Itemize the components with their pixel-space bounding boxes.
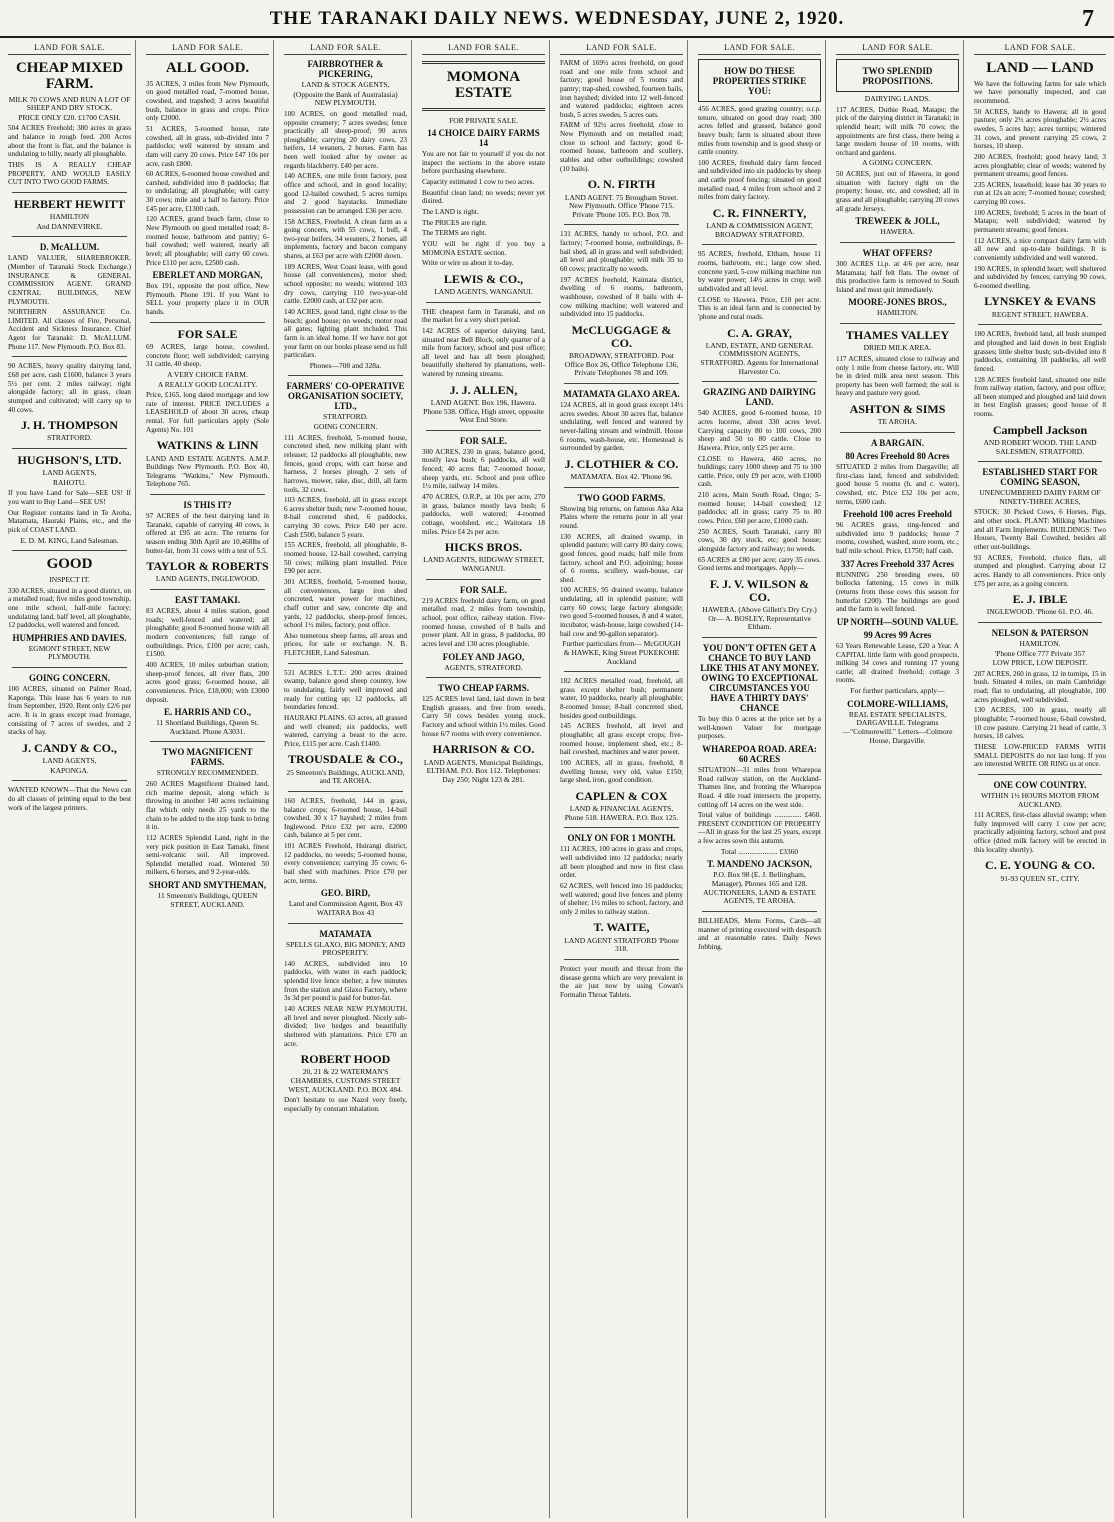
divider — [840, 242, 955, 243]
ad-subhead: SPELLS GLAXO, BIG MONEY, AND PROSPERITY. — [285, 939, 406, 958]
ad-text: 69 ACRES, large house, cowshed, concrete floor; well subdivided; carrying 31 cattle, 40 sheep. — [146, 342, 269, 369]
ad-text: 125 ACRES level land, laid down in best English grasses, and free from weeds. Carry 50 cows besides young stock. Factory and school within 1½ miles. Good house 6/7 rooms with every convenience. — [422, 695, 545, 738]
agent-location: EGMONT STREET, NEW PLYMOUTH. — [28, 643, 111, 662]
ad-text: 60 ACRES, 6-roomed house cowshed and carshed, subdivided into 8 paddocks; flat to undulating; all ploughable; will carry 30 cows; mile and a half to factory. Price £45 per acre, £1300 cash. — [146, 170, 269, 213]
ad-text: 112 ACRES Splendid Land, right in the very pick position in East Tamaki, finest semi-volcanic soil. All improved. Splendid metalled road. Wintered 50 milkers, 6 horses, and 9 2-year-olds. — [146, 833, 269, 877]
agent-name: Campbell Jackson — [992, 422, 1088, 437]
divider — [564, 487, 679, 488]
ad-headline: MATAMATA GLAXO AREA. — [563, 389, 680, 400]
agent-name: TAYLOR & ROBERTS — [146, 559, 269, 574]
ad-text: RUNNING 250 breeding ewes, 60 bullocks fattening, 15 cows in milk (returns from those cows this season for butterfat £200). The buildings are good and the farm is well fenced. — [836, 570, 959, 614]
ad-headline: A BARGAIN. — [870, 437, 924, 448]
agent-phone: 'Phone Office 777 Private 357 — [994, 648, 1086, 658]
agent-location: LAND AGENT. 75 Brougham Street. New Plymouth. Office 'Phone 715. Private 'Phone 105. P.O. Box 78. — [564, 192, 679, 219]
agent-name: HUGHSON'S, LTD. — [17, 453, 122, 467]
ad-text: 100 ACRES, situated on Palmer Road, Kaponga. This lease has 6 years to run from September, 1920. Rent only £2/6 per acre. It is in grass except road frontage, consisting of 7 acres of swedes, and 2 stacks of hay. — [8, 685, 131, 737]
ad-text: CLOSE to Hawera. Price, £10 per acre. This is an ideal farm and is connected by 'phone and rural roads. — [698, 295, 821, 321]
divider — [288, 375, 403, 376]
agent-name: E. HARRIS AND CO., — [163, 707, 251, 718]
ad-headline: ONE COW COUNTRY. — [993, 779, 1087, 790]
agent-location: LAND AGENT STRATFORD 'Phone 318. — [564, 935, 679, 954]
ad-text: 504 ACRES Freehold; 380 acres in grass and balance in rough feed. 200 Acres about the front is flat, and the balance is undulating to hilly, nearly all ploughable. — [8, 124, 131, 159]
agent-name: ROBERT HOOD — [300, 1052, 391, 1067]
ad-text: 100 ACRES, freehold; 5 acres in the heart of Matapu; well subdivided; watered by permanent streams; good fences. — [974, 208, 1106, 234]
agent-name: ASHTON & SIMS — [849, 402, 946, 417]
ad-headline: YOU DON'T OFTEN GET A CHANCE TO BUY LAND LIKE THIS AT ANY MONEY. OWING TO EXCEPTIONAL CIRCUMSTANCES YOU HAVE A THIRTY DAYS' CHANCE — [700, 643, 819, 714]
divider — [150, 322, 265, 323]
column-header: LAND FOR SALE. — [422, 40, 545, 55]
ad-text: THIS IS A REALLY CHEAP PROPERTY, AND WOULD EASILY CUT INTO TWO GOOD FARMS. — [8, 160, 131, 187]
ad-text: 140 ACRES NEAR NEW PLYMOUTH, all level and never ploughed. Nicely sub-divided; live hedges and beautifully sheltered with plantations. Price £70 an acre. — [284, 1005, 407, 1048]
ad-text: To buy this 0 acres at the price set by a well-known Valuer for mortgage purposes. — [698, 715, 821, 741]
ad-text: 35 ACRES, 3 miles from New Plymouth, on good metalled road, 7-roomed house, cowshed, and trapshed; 3 acres beautiful bush, balance in grass and crops. Price only £2000. — [146, 79, 269, 123]
agent-location: LAND & STOCK AGENTS, — [301, 80, 390, 89]
ad-text: 182 ACRES metalled road, freehold, all grass except shelter bush; permanent water, 10 paddocks, nearly all ploughable; 8-roomed house; 8-bail concreted shed, besides good outbuildings. — [560, 677, 683, 720]
ad-text: 155 ACRES, freehold, all ploughable, 8-roomed house, 12-bail cowshed, carrying 50 cows; milking plant installed. Price £90 per acre. — [284, 541, 407, 576]
agent-location: HAMILTON. — [876, 308, 919, 318]
ad-subhead: STRONGLY RECOMMENDED. — [156, 768, 259, 778]
agent-location: LAND AGENTS, RIDGWAY STREET, WANGANUI. — [423, 555, 544, 574]
ad-text: 96 ACRES grass, ring-fenced and subdivided into 9 paddocks; house 7 rooms, cowshed, washed, store room, etc.; half mile school. Price, £1750; half cash. — [836, 521, 959, 556]
divider — [702, 381, 817, 382]
ad-text: 190 ACRES, in splendid heart; well sheltered and subdivided by fences; carrying 90 cows, 6-roomed dwelling. — [974, 264, 1106, 290]
agent-location: MATAMATA. Box 42. 'Phone 96. — [570, 472, 673, 482]
column-3 — [280, 40, 412, 1518]
ad-text: 250 ACRES, South Taranaki, carry 80 cows, 30 dry stock, etc; good house; alongside factory and railway; no weeds. — [698, 527, 821, 553]
divider — [12, 667, 127, 668]
agent-name: FOLEY AND JAGO, — [442, 651, 525, 662]
agent-location: 25 Smeeton's Buildings, AUCKLAND, and TE AROHA. — [286, 767, 405, 786]
ad-text: 131 ACRES, handy to school, P.O. and factory; 7-roomed house, outbuildings, 8-bail shed, all in grass and well subdivided; all level and ploughable; will milk 35 to 60 cows; practically no weeds. — [560, 230, 683, 273]
agent-name: FARMERS' CO-OPERATIVE ORGANISATION SOCIETY, LTD., — [286, 381, 405, 412]
agent-location: TE AROHA. — [877, 417, 918, 427]
ad-text: 117 ACRES, situated close to railway and only 1 mile from cheese factory, etc. Will be in dried milk area next season. This property has been well farmed; the soil is heavy and pasture very good. — [836, 354, 959, 398]
divider — [12, 780, 127, 781]
column-7 — [832, 40, 964, 1518]
ad-text: Beautiful clean land; no weeds; never yet disired. — [422, 188, 545, 206]
agent-location: HAMILTON — [49, 212, 90, 222]
agent-name: CAPLEN & COX — [575, 788, 668, 803]
ad-text: 112 ACRES, a nice compact dairy farm with all new and up-to-date buildings. It is conveniently subdivided and well watered. — [974, 236, 1106, 262]
divider — [426, 430, 541, 431]
divider — [840, 323, 955, 324]
divider — [564, 959, 679, 960]
ad-text: 103 ACRES, freehold, all in grass except 6 acres shelter bush; new 7-roomed house, 8-bail concreted shed, 6 paddocks, carrying 30 cows. Price £40 per acre. Cash £500, balance 5 years. — [284, 496, 407, 539]
agent-location: And DANNEVIRKE. — [36, 221, 103, 231]
ad-text: 130 ACRES, 100 in grass, nearly all ploughable; 7-roomed house, 6-bail cowshed, 10 cow pasture. Carrying 21 head of cattle, 3 horses, 18 calves. — [974, 706, 1106, 741]
ad-text: 101 ACRES Freehold, Huirangi district, 12 paddocks, no weeds; 5-roomed house, every convenience; carrying 35 cows; 6-bail shed with machines. Price £70 per acre, terms. — [284, 842, 407, 885]
ad-text: 100 ACRES, on good metalled road, opposite creamery; 7 acres swedes; fence practically all sheep-proof; 90 acres ploughable; carrying 20 dairy cows, 23 heifers, 14 weaners, 2 horses. Farm has been well looked after by owner as regards blackberry. £40 per acre. — [284, 109, 407, 170]
ad-text: BILLHEADS, Menu Forms, Cards—all manner of printing executed with despatch and at reasonable rates. Daily News Jobbing. — [698, 916, 821, 951]
ad-text: 50 ACRES, just out of Hawera, in good situation with factory right on the property; house, etc. and cowshed; all in grass and all ploughable; carrying 20 cows all grade Jerseys. — [836, 170, 959, 213]
agent-location: REAL ESTATE SPECIALISTS, DARGAVILLE. Telegrams—"Colmorewill." Letters—Colmore House, Dargaville. — [842, 709, 953, 745]
divider — [702, 637, 817, 638]
agent-name: TROUSDALE & CO., — [288, 752, 403, 767]
ad-text: 400 ACRES, 10 miles suburban station; sheep-proof fences, all river flats, 200 acres good grass; 6-roomed house, all conveniences. Price, £18,000; with £3000 deposit. — [146, 660, 269, 704]
ad-box — [836, 59, 959, 92]
divider — [150, 741, 265, 742]
column-header: LAND FOR SALE. — [836, 40, 959, 55]
agent-name: F. J. V. WILSON & CO. — [709, 576, 810, 605]
ad-text: Showing big returns, on famous Aka Aka Plains where the returns pour in all year round. — [560, 504, 683, 530]
ad-subhead: GOING CONCERN. — [313, 422, 378, 432]
divider — [12, 550, 127, 551]
divider — [564, 383, 679, 384]
agent-location: 91-93 QUEEN ST., CITY. — [1000, 873, 1080, 883]
ad-text: 90 ACRES, heavy quality dairying land, £68 per acre, cash £1600, balance 3 years 5½ per cent. 2 miles railway; right alongside factory; all in grass, clean stumped and cultivated; will carry up to 40 cows. — [8, 362, 131, 414]
agent-name: EBERLET AND MORGAN, — [152, 270, 263, 281]
agent-location: BROADWAY, STRATFORD. Post Office Box 26, Office Telephone 136, Private Telephones 78 and 109. — [564, 351, 679, 378]
ad-text: THESE LOW-PRICED FARMS WITH SMALL DEPOSITS do not last long. If you are interested WRITE OR RING us at once. — [974, 742, 1106, 769]
agent-name: D. McALLUM. — [39, 242, 100, 253]
ad-text: Protect your mouth and throat from the disease germs which are very prevalent in the air just now by using Cowan's Formalin Throat Tablets. — [560, 964, 683, 999]
ad-subhead: 80 Acres Freehold 80 Acres — [845, 450, 950, 461]
divider — [12, 448, 127, 449]
ad-text: 111 ACRES, first-class alluvial swamp; when fully improved will carry 1 cow per acre; practically adjoining factory, school and post office (dried milk factory will be erected in this locality shortly). — [974, 811, 1106, 854]
ad-subhead: UP NORTH—SOUND VALUE. — [836, 616, 959, 627]
ad-subhead: 14 CHOICE DAIRY FARMS 14 — [427, 128, 540, 149]
agent-name: McCLUGGAGE & CO. — [571, 322, 672, 350]
agent-location: RAHOTU. — [52, 477, 87, 487]
ad-text: 128 ACRES freehold land, situated one mile from railway station, factory, and post office; all been stumped and ploughed and laid down in best English grasses; good house of 8 rooms. — [974, 375, 1106, 419]
ad-text: 287 ACRES, 260 in grass, 12 in turnips, 15 in bush. Situated 4 miles, on main Cambridge road; flat to undulating, all ploughable, 100 acres ploughed, well subdivided. — [974, 669, 1106, 704]
ad-headline: ESTABLISHED START FOR COMING SEASON, — [982, 467, 1098, 488]
page-number: 7 — [1082, 6, 1094, 32]
ad-subhead: LOW PRICE, LOW DEPOSIT. — [992, 658, 1088, 668]
ad-text: 210 acres, Main South Road, Ongo; 5-roomed house; 14-bail cowshed; 12 paddocks; all in grass; carry 75 to 80 cows. Price, £60 per acre, £1000 cash. — [698, 491, 821, 525]
ad-text: 62 ACRES, well fenced into 16 paddocks; well watered; good live fences and plenty of shelter; 1½ miles to school, factory, and only 2 miles to railway station. — [560, 881, 683, 916]
divider — [564, 827, 679, 828]
ad-text: 300 ACRES l.i.p. at 4/6 per acre, near Matamata; half felt flats. The owner of this productive farm is removed to South Island and must quit immediately. — [836, 259, 959, 294]
ad-headline: GOOD — [46, 556, 93, 573]
ad-subhead: A VERY CHOICE FARM. — [167, 369, 248, 379]
ad-text: SITUATION—31 miles from Wharepoa Road railway station, on the Auckland-Thames line, and fronting the Wharepoa Road. 4 dile road intersects the property, cutting off 14 acres on the west side. — [698, 766, 821, 809]
ad-headline: TWO GOOD FARMS. — [577, 492, 666, 503]
ad-text: 540 ACRES, good 6-roomed house, 10 acres lucerne, about 330 acres level. Carrying capacity 80 to 100 cows, 200 sheep and 50 to 80 cattle. Close to Hawera. Price, only £25 per acre. — [698, 409, 821, 452]
ad-headline: TWO SPLENDID PROPOSITIONS. — [862, 66, 933, 86]
agent-name: NELSON & PATERSON — [991, 627, 1089, 638]
agent-location: LAND AGENTS, — [42, 468, 97, 478]
ad-subhead: 99 Acres 99 Acres — [863, 629, 932, 640]
newspaper-title: THE TARANAKI DAILY NEWS. WEDNESDAY, JUNE 2, 1920. — [269, 8, 845, 29]
agent-phone: Phones—708 and 328a. — [309, 360, 382, 370]
column-header: LAND FOR SALE. — [8, 40, 131, 55]
divider — [422, 61, 545, 64]
ad-text: 235 ACRES, leasehold; lease has 30 years to run at 12s an acre; 7-roomed house; cowshed; carrying 80 cows. — [974, 180, 1106, 207]
ad-headline: IS THIS IT? — [183, 500, 232, 511]
agent-location: LAND, ESTATE, AND GENERAL COMMISSION AGENTS, STRATFORD. Agents for International Harvester Co. — [700, 340, 819, 376]
ad-text: 197 ACRES freehold, Kaimata district, dwelling of 6 rooms, bathroom, washhouse, cowshed of 8 bails with 4-cow milking machine; well watered and subdivided into 15 paddocks. — [560, 275, 683, 319]
ad-text: Also numerous sheep farms, all areas and prices, for sale or exchange. N. B. FLETCHER, Land Salesman. — [284, 631, 407, 658]
ad-subhead: DAIRYING LANDS. — [864, 94, 931, 103]
ad-text: Don't hesitate to use Nazol very freely, especially by constant inhalation. — [284, 1096, 407, 1113]
ad-headline: TWO CHEAP FARMS. — [437, 683, 530, 694]
agent-location: (Opposite the Bank of Australasia) NEW PLYMOUTH. — [293, 89, 398, 108]
agent-location: LAND AGENTS, WANGANUI. — [434, 287, 533, 296]
ad-text: 100 ACRES, freehold dairy farm fenced and subdivided into six paddocks by sheep and cattle proof fencing; situated on good metalled road, 4 miles from school and 2 miles from dairy factory. — [698, 158, 821, 202]
ad-text: 140 ACRES, subdivided into 10 paddocks, with water in each paddock; splendid live fence shelter; a few minutes from the station and Glaxo Factory, where 3s 3d per pound is paid for butter-fat. — [284, 959, 407, 1003]
agent-name: T. WAITE, — [593, 920, 650, 935]
agent-location: KAPONGA. — [50, 765, 89, 775]
agent-location: INGLEWOOD. 'Phone 61. P.O. 46. — [986, 607, 1094, 617]
ad-text: 158 ACRES, Freehold. A clean farm as a going concern, with 55 cows, 1 bull, 4 two-year heifers, 34 weaners, 2 horses, all implements, factory and bacon company shares, at £63 per acre with £2000 down. — [284, 217, 407, 261]
ad-text: Our Register contains land in Te Aroha, Matamata, Hauraki Plains, etc., and the pick of COAST LAND. — [8, 508, 131, 534]
divider — [150, 589, 265, 590]
divider — [426, 579, 541, 580]
agent-name: WATKINS & LINN — [156, 438, 259, 453]
ad-text: If you have Land for Sale—SEE US! If you want to Buy Land—SEE US! — [8, 489, 131, 507]
column-2 — [142, 40, 274, 1518]
agent-name: COLMORE-WILLIAMS, — [847, 698, 948, 709]
agent-name: TREWEEK & JOLL, — [855, 216, 940, 227]
divider — [12, 192, 127, 193]
divider — [978, 461, 1102, 462]
agent-location: AND ROBERT WOOD. THE LAND SALESMEN, STRATFORD. — [983, 437, 1097, 456]
ad-text: 140 ACRES, good land, right close to the beach; good house; no weeds; motor road all gates; lighting plant included. This farm is an ideal home. If we have not got your farm on our books please send us full particulars. — [284, 307, 407, 360]
agent-name: LEWIS & CO., — [443, 271, 524, 286]
agent-location: HAWERA. — [880, 227, 915, 237]
agent-name: J. J. ALLEN, — [449, 382, 518, 397]
divider — [150, 494, 265, 495]
ad-text: CLOSE to Hawera, 460 acres, no buildings; carry 1000 sheep and 75 to 100 cattle. Price, only £9 per acre, with £1000 cash. — [698, 454, 821, 489]
divider — [288, 923, 403, 924]
column-8 — [970, 40, 1110, 1518]
ad-text: 51 ACRES, 5-roomed house, rate cowshed, all in grass, sub-divided into 7 paddocks; well watered by stream and dam will carry 20 cows. Price £47 10s per acre, cash £800. — [146, 124, 269, 168]
divider — [288, 663, 403, 664]
ad-text: 145 ACRES freehold, all level and ploughable; all grass except crops; five-roomed house, implement shed, etc.; 8-bail cowshed, machines and water power. — [560, 722, 683, 757]
ad-headline: MOMONA ESTATE — [446, 69, 521, 101]
ad-headline: TWO MAGNIFICENT FARMS. — [162, 747, 253, 768]
column-header: LAND FOR SALE. — [698, 40, 821, 55]
ad-text: 470 ACRES, O.R.P., at 10s per acre, 270 in grass, balance mostly lava bush; 6 paddocks, well watered; 4-roomed cottage, woolshed, etc.; Waitotara 18 miles. Price £4 2s per acre. — [422, 493, 545, 536]
ad-text: 330 ACRES, situated in a good district, on a metalled road; five miles good township, one mile school, half-mile factory; undulating land, half level, all ploughable, 12 paddocks, well watered and fenced. — [8, 586, 131, 630]
agent-location: HAWERA. (Above Gillett's Dry Cry.) Or— A. BOSLEY, Representative Eltham. — [702, 605, 817, 632]
ad-text: STOCK: 30 Picked Cows, 6 Horses, Pigs, and other stock. PLANT: Milking Machines and all Farm Implements. BUILDINGS: Two Houses, Twenty Bail Cowshed, besides all other out-buildings. — [974, 508, 1106, 551]
ad-headline: LAND — LAND — [986, 60, 1094, 76]
ad-text: FARM of 92½ acres freehold, close to New Plymouth and on metalled road; close to school and factory; good 6-roomed house, bathroom and scullery, stables and other outbuildings; cowshed (10 bails). — [560, 121, 683, 173]
agent-location: LAND AGENTS, INGLEWOOD. — [155, 574, 260, 584]
ad-headline: GOING CONCERN. — [28, 673, 110, 684]
ad-text: 200 ACRES, freehold; good heavy land; 3 acres ploughable; clear of weeds; watered by permanent streams; good fences. — [974, 152, 1106, 179]
ad-text: FARM of 169½ acres freehold, on good road and one mile from school and factory; good house of 5 rooms and pantry; trap-shed, cowshed, fourteen bails, iron hayshed; divided into 12 well-fenced and watered paddocks; eighteen acres bush, 5 acres swedes, 5 acres oats. — [560, 59, 683, 119]
agent-location: 20, 21 & 22 WATERMAN'S CHAMBERS, CUSTOMS STREET WEST, AUCKLAND. P.O. BOX 484. — [288, 1067, 403, 1094]
ad-text: HAURAKI PLAINS. 63 acres, all grassed and well cleaned; six paddocks, well watered, carrying a beast to the acre. Price, £115 per acre. Cash £1400. — [284, 713, 407, 748]
ad-text: 142 ACRES of superior dairying land, situated near Bell Block, only quarter of a mile from factory, school and post office; all level and has all been ploughed; beautifully sheltered by plantations, well-watered by running streams. — [422, 326, 545, 379]
ad-text: The TERMS are right. — [422, 229, 487, 238]
agent-name: FAIRBROTHER & PICKERING, — [307, 59, 384, 79]
ad-price: PRICE ONLY £20. £1700 CASH. — [18, 112, 121, 122]
agent-location: LAND & COMMISSION AGENT, BROADWAY STRATFORD. — [706, 221, 813, 239]
agent-name: T. MANDENO JACKSON, — [707, 859, 812, 870]
ad-text: 260 ACRES Magnificent Drained land, rich marine deposit, along which is throwing in another 140 acres reclaiming flat which only needs 25 yards to the chain to be added to the stop bank to bring it in. — [146, 780, 269, 832]
ad-text: 111 ACRES, 100 acres in grass and crops, well subdivided into 12 paddocks; nearly all been ploughed and now in first class order. — [560, 845, 683, 880]
agent-location: Further particulars from— McGOUGH & HAWKE, King Street PUKEKOHE Auckland — [562, 639, 681, 666]
agent-name: E. J. IBLE — [1012, 592, 1068, 607]
agent-name: J. CLOTHIER & CO. — [564, 456, 679, 471]
agent-name: LYNSKEY & EVANS — [984, 294, 1096, 309]
ad-text: 95 ACRES, freehold, Eltham, house 11 rooms, bathroom, etc.; large cow shed, concrete yard, 5-cow milking machine run by water power; 14½ acres in crop; well subdivided and all level. — [698, 250, 821, 294]
agent-name: J. H. THOMPSON — [20, 418, 119, 433]
ad-text: LAND AND ESTATE AGENTS. A.M.P. Buildings New Plymouth. P.O. Box 40, Telegrams "Watkins," New Plymouth. Telephone 765. — [146, 454, 269, 489]
column-5 — [556, 40, 688, 1518]
agent-location: 11 Shortland Buildings, Queen St. Auckland. Phone A3031. — [156, 718, 259, 736]
ad-text: 120 ACRES, grand beach farm, close to New Plymouth on good metalled road; 8-roomed house, bathroom and pantry; 6-bail cowshed; well watered, nearly all level; all ploughable; will carry 60 cows. Price £110 per acre, £2500 cash. — [146, 215, 269, 267]
ad-headline: ONLY ON FOR 1 MONTH. — [567, 833, 676, 844]
divider — [978, 622, 1102, 623]
agent-name: MOORE-JONES BROS., — [848, 297, 947, 308]
ad-text: SITUATED 2 miles from Dargaville; all first-class land, fenced and subdivided; good house 5 rooms (h. and c. water), cowshed, etc. Price £32 10s per acre, terms, £600 cash. — [836, 462, 959, 506]
agent-location: STRATFORD. — [47, 433, 92, 443]
column-4 — [418, 40, 550, 1518]
columns — [4, 40, 1110, 1518]
ad-subhead: DRIED MILK AREA. — [863, 343, 932, 353]
divider — [840, 432, 955, 433]
ad-text: 63 Years Renewable Lease, £20 a Year. A CAPITAL little farm with good prospects, milking 34 cows and running 17 young cattle; all drained freehold; cottage 3 rooms. — [836, 641, 959, 685]
ad-headline: ALL GOOD. — [165, 60, 250, 76]
ad-text: LAND VALUER, SHAREBROKER. (Member of Taranaki Stock Exchange.) INSURANCE & GENERAL COMMISSION AGENT. GRAND CENTRAL BUILDINGS, NEW PLYMOUTH. — [8, 254, 131, 306]
ad-subhead: WITHIN 1½ HOURS MOTOR FROM AUCKLAND. — [981, 790, 1099, 809]
divider — [12, 236, 127, 237]
divider — [564, 224, 679, 225]
agent-location: REGENT STREET, HAWERA. — [991, 309, 1089, 319]
agent-name: C. A. GRAY, — [727, 325, 792, 340]
divider — [288, 791, 403, 792]
agent-location: AGENTS, STRATFORD. — [444, 662, 523, 672]
ad-subhead: A GOING CONCERN. — [862, 158, 933, 168]
ad-subhead: FOR PRIVATE SALE. — [449, 115, 518, 125]
ad-text: Box 191, opposite the post office, New Plymouth. Phone 191. If you Want to SELL your property place it in OUR hands. — [146, 282, 269, 317]
ad-text: NORTHERN ASSURANCE Co. LIMITED. All classes of Fire, Personal, Accident and Sickness Insurance. Chief Agent for Taranaki: D. McALLUM. Phone 117. New Plymouth. P.O. Box 83. — [8, 308, 131, 351]
agent-name: C. R. FINNERTY, — [712, 206, 807, 221]
agent-name: O. N. FIRTH — [587, 177, 656, 192]
agent-location: Land and Commission Agent, Box 43 WAITARA Box 43 — [288, 899, 403, 917]
ad-text: Write or wire us about it to-day. — [422, 259, 514, 268]
ad-text: 124 ACRES, all in good grass except 14½ acres swedes. About 30 acres flat, balance undulating, well fenced and watered by never-failing stream and windmill. House 6 rooms, wash-house, etc. Homestead is surrounded by garden. — [560, 401, 683, 453]
ad-headline: THAMES VALLEY — [845, 328, 950, 343]
ad-headline: HOW DO THESE PROPERTIES STRIKE YOU: — [712, 66, 807, 96]
ad-text: We have the following farms for sale which we have personally inspected, and can recommend. — [974, 79, 1106, 106]
divider — [422, 108, 545, 111]
ad-text: You are not fair to yourself if you do not inspect the sections in the above estate before purchasing elsewhere. — [422, 150, 545, 176]
column-header: LAND FOR SALE. — [560, 40, 683, 55]
column-header: LAND FOR SALE. — [146, 40, 269, 55]
agent-name: J. CANDY & CO., — [22, 740, 117, 755]
divider — [702, 911, 817, 912]
ad-text: YOU will be right if you buy a MOMONA ESTATE section. — [422, 239, 545, 257]
column-header: LAND FOR SALE. — [974, 40, 1106, 55]
ad-text: 456 ACRES, good grazing country; o.r.p. tenure, situated on good dray road; 300 acres felled and grassed, balance good heavy bush; farm is situated about three miles from township and is good sheep or cattle country. — [698, 105, 821, 157]
agent-location: LAND AGENTS, — [42, 756, 97, 766]
ad-text: 130 ACRES, all drained swamp, in splendid pasture; will carry 80 dairy cows; good fences, good roads; half mile from factory, school and P.O. adjoining; house of 6 rooms, scullery, wash-house, car shed. — [560, 532, 683, 584]
divider — [702, 244, 817, 245]
ad-text: 301 ACRES, freehold, 5-roomed house, all conveniences, large iron shed concreted, water power for machines, chaff cutter and saw, concrete dip and yards, 12 paddocks, sheep-proof fences, school 1½ miles, factory, post office. — [284, 577, 407, 630]
ad-box — [698, 59, 821, 102]
ad-headline: EAST TAMAKI. — [174, 595, 241, 606]
divider — [12, 356, 127, 357]
ad-text: 100 ACRES, all in grass, freehold, 8 dwelling house, very old, value £150; large shed, iron, good condition. — [560, 758, 683, 785]
column-1 — [4, 40, 136, 1518]
agent-location: P.O. Box 98 (E. J. Bellingham, Manager), Phones 165 and 128. AUCTIONEERS, LAND & ESTATE AGENTS, TE AROHA. — [703, 870, 816, 906]
ad-text: 140 ACRES, one mile from factory, post office and school, and in good locality; good 12-bailed cowshed, 5 acres turnips and 2 good haystacks. Immediate possession can be arranged. £36 per acre. — [284, 172, 407, 215]
ad-subhead: A REALLY GOOD LOCALITY. — [157, 379, 258, 389]
ad-text: 93 ACRES, Freehold, choice flats, all stumped and ploughed. Carrying about 12 acres. Handy to all conveniences. Price only £75 per acre, as a going concern. — [974, 553, 1106, 588]
divider — [426, 302, 541, 303]
ad-text: 300 ACRES, 230 in grass, balance good, mostly lava bush; 6 paddocks, all well fenced; 40 acres flat; 7-roomed house, sheep yards, etc. School and post office 1½ mile, railway 14 miles. — [422, 447, 545, 491]
divider — [978, 774, 1102, 775]
agent-note: E. D. M. KING, Land Salesman. — [20, 535, 119, 545]
ad-text: 180 ACRES, freehold land, all bush stumped and ploughed and laid down in best English grasses; little shelter bush; sub-divided into 8 paddocks, containing 18 paddocks, all well fenced. — [974, 330, 1106, 373]
ad-text: The LAND is right. — [422, 207, 479, 216]
ad-text: 83 ACRES, about 4 miles station, good roads; well-fenced and watered; all ploughable; good 8-roomed house with all modern conveniences; full range of outbuildings. Price, £100 per acre; cash, £1500. — [146, 607, 269, 659]
ad-text: 219 ACRES freehold dairy farm, on good metalled road, 2 miles from township, school, post office, railway station. Five-roomed house, cowshed of 8 bails and power plant. All in grass, 8 paddocks, 80 acres level and 130 acres ploughable. — [422, 596, 545, 648]
ad-subhead: MILK 70 COWS AND RUN A LOT OF SHEEP AND DRY STOCK. — [8, 94, 131, 113]
agent-location: HAMILTON. — [1019, 638, 1061, 648]
divider — [978, 324, 1102, 325]
agent-name: GEO. BIRD, — [320, 888, 371, 899]
ad-headline: CHEAP MIXED FARM. — [15, 60, 124, 92]
divider — [564, 671, 679, 672]
agent-name: HICKS BROS. — [444, 540, 523, 555]
agent-location: 11 Smeeton's Buildings, QUEEN STREET, AUCKLAND. — [157, 891, 258, 909]
ad-text: Total value of buildings ............... £460. PRESENT CONDITION OF PROPERTY—All in grass for the last 25 years, except a few acres sown this autumn. — [698, 811, 821, 846]
agent-name: HERBERT HEWITT — [13, 196, 126, 211]
ad-subhead: Freehold 100 acres Freehold — [843, 509, 952, 520]
ad-subhead: For further particulars, apply— — [850, 686, 945, 696]
agent-location: LAND AGENTS, Municipal Buildings, ELTHAM. P.O. Box 112. Telephones: Day 250; Night 123 & 281. — [423, 757, 544, 784]
ad-text: 160 ACRES, freehold, 144 in grass, balance crops; 6-roomed house, 14-bail cowshed, 30 x 17 hayshed; 2 miles from Inglewood. Price £32 per acre, £2000 cash, balance at 5 per cent. — [284, 796, 407, 840]
ad-text: THE cheapest farm in Taranaki, and on the market for a very short period. — [422, 307, 545, 325]
ad-text: WANTED KNOWN—That the News can do all classes of printing equal to the best work of the largest printers. — [8, 786, 131, 812]
ad-subhead: WHAREPOA ROAD. AREA: 60 ACRES — [702, 744, 817, 764]
divider — [426, 677, 541, 678]
ad-subhead: UNENCUMBERED DAIRY FARM OF NINETY-THREE ACRES, — [979, 488, 1101, 506]
ad-text: 189 ACRES, West Coast lease, with good house (all conveniences), motor shed; school opposite; no weeds; wintered 103 dry cows, carrying 110 two-year-old cattle. £2000 cash, at £32 per acre. — [284, 262, 407, 306]
ad-subhead: INSPECT IT. — [49, 575, 90, 585]
ad-text: 97 ACRES of the best dairying land in Taranaki, capable of carrying 40 cows, is offered at £95 an acre. The returns for season ending 30th April are 10,468lbs of butter-fat, from 31 cows with a test of 5.5. — [146, 512, 269, 555]
ad-total: Total ..................... £3360 — [720, 846, 799, 856]
agent-name: HARRISON & CO. — [432, 742, 535, 757]
column-6 — [694, 40, 826, 1518]
ad-headline: FOR SALE. — [459, 584, 507, 595]
ad-headline: WHAT OFFERS? — [862, 247, 933, 258]
ad-text: 531 ACRES L.T.T.: 200 acres drained swamp, balance good sheep country, low to undulating, fairly well improved and ready for cutting up; 12 paddocks, all boundaries fenced. — [284, 668, 407, 712]
column-header: LAND FOR SALE. — [284, 40, 407, 55]
ad-text: 111 ACRES, freehold, 5-roomed house, concreted shed, new milking plant with releaser, 12 paddocks all ploughable, new fences, good crops, with cart horse and harness, 2 horses plough, 2 sets of harrows, mower, rake, disc, drill, all farm tools, 32 cows. — [284, 433, 407, 494]
masthead — [0, 0, 1114, 38]
ad-text: 117 ACRES, Duthie Road, Matapu; the pick of the dairying district in Taranaki; in splendid heart; will milk 70 cows; the appointments are first class, there being a large modern house of 10 rooms, with orchard and gardens. — [836, 105, 959, 157]
ad-headline: MATAMATA — [319, 928, 372, 939]
ad-text: 65 ACRES at £80 per acre; carry 35 cows. Good terms and mortgages. Apply— — [698, 555, 821, 573]
agent-location: LAND AGENT. Box 196, Hawera. Phone 538. Office, High street, opposite West End Store. — [423, 397, 544, 425]
agent-name: C. E. YOUNG & CO. — [985, 858, 1095, 873]
agent-name: HUMPHRIES AND DAVIES. — [12, 632, 127, 643]
ad-text: 100 ACRES, 95 drained swamp, balance undulating, all in splendid pasture; will carry 60 cows; large factory alongside; two good 5-roomed houses, 8 and 4 water, incubator, wash-house, large cowshed (14-bail cow and 90-gallon separator). — [560, 586, 683, 638]
agent-location: LAND & FINANCIAL AGENTS, Phone 518. HAWERA. P.O. Box 125. — [564, 804, 679, 822]
agent-location: STRATFORD. — [323, 412, 368, 422]
ad-text: Price, £165, long dated mortgage and low rate of interest. PRICE INCLUDES a LEASEHOLD of about 30 acres, cheap rental. For full particulars apply (Sole Agents) No. 101 — [146, 391, 269, 434]
ad-headline: FOR SALE — [177, 326, 238, 341]
ad-text: The PRICES are right. — [422, 218, 488, 227]
ad-subhead: 337 Acres Freehold 337 Acres — [841, 558, 954, 569]
ad-headline: FOR SALE. — [459, 435, 507, 446]
ad-text: 50 ACRES, handy to Hawera; all in good pasture; only 2½ acres ploughable; 2½ acres swedes, 5 acres hay; acres turnips; wintered 31 cows, and present carrying 25 cows, 2 horses, 10 sheep. — [974, 107, 1106, 151]
agent-name: SHORT AND SMYTHEMAN, — [148, 880, 267, 891]
ad-text: Capacity estimated 1 cow to two acres. — [422, 178, 535, 187]
ad-headline: GRAZING AND DAIRYING LAND. — [703, 387, 816, 408]
